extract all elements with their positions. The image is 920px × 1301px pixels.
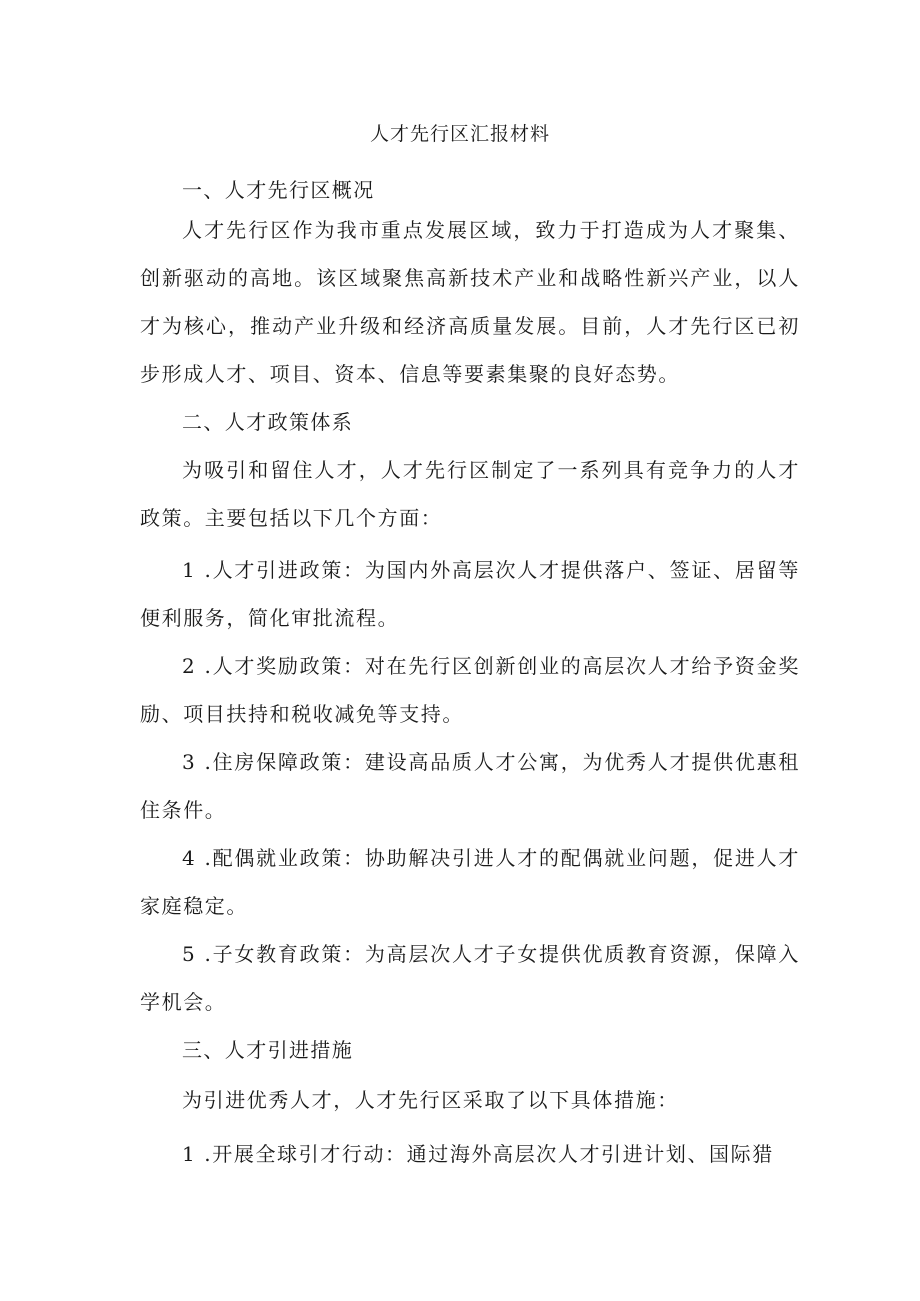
section-1-paragraph-1: 人才先行区作为我市重点发展区域，致力于打造成为人才聚集、创新驱动的高地。该区域聚焦高新技术产业和战略性新兴产业，以人才为核心，推动产业升级和经济高质量发展。目前，人才先行区已初步形成人才、项目、资本、信息等要素集聚的良好态势。	[140, 218, 800, 386]
section-3-list-item-1: 1 .开展全球引才行动：通过海外高层次人才引进计划、国际猎	[182, 1142, 774, 1166]
section-heading-2: 二、人才政策体系	[182, 410, 354, 434]
section-heading-1: 一、人才先行区概况	[182, 178, 375, 202]
section-2-list-item-5: 5 .子女教育政策：为高层次人才子女提供优质教育资源，保障入学机会。	[140, 942, 800, 1014]
section-heading-3: 三、人才引进措施	[182, 1038, 354, 1062]
section-2-list-item-3: 3 .住房保障政策：建设高品质人才公寓，为优秀人才提供优惠租住条件。	[140, 750, 800, 822]
section-2-list-item-1: 1 .人才引进政策：为国内外高层次人才提供落户、签证、居留等便利服务，简化审批流程。	[140, 558, 800, 630]
document-title: 人才先行区汇报材料	[369, 123, 550, 145]
section-2-list-item-4: 4 .配偶就业政策：协助解决引进人才的配偶就业问题，促进人才家庭稳定。	[140, 846, 800, 918]
section-3-paragraph-1: 为引进优秀人才，人才先行区采取了以下具体措施：	[182, 1088, 679, 1112]
section-2-list-item-2: 2 .人才奖励政策：对在先行区创新创业的高层次人才给予资金奖励、项目扶持和税收减免等支持。	[140, 654, 800, 726]
section-2-paragraph-1: 为吸引和留住人才，人才先行区制定了一系列具有竞争力的人才政策。主要包括以下几个方面：	[140, 458, 800, 530]
